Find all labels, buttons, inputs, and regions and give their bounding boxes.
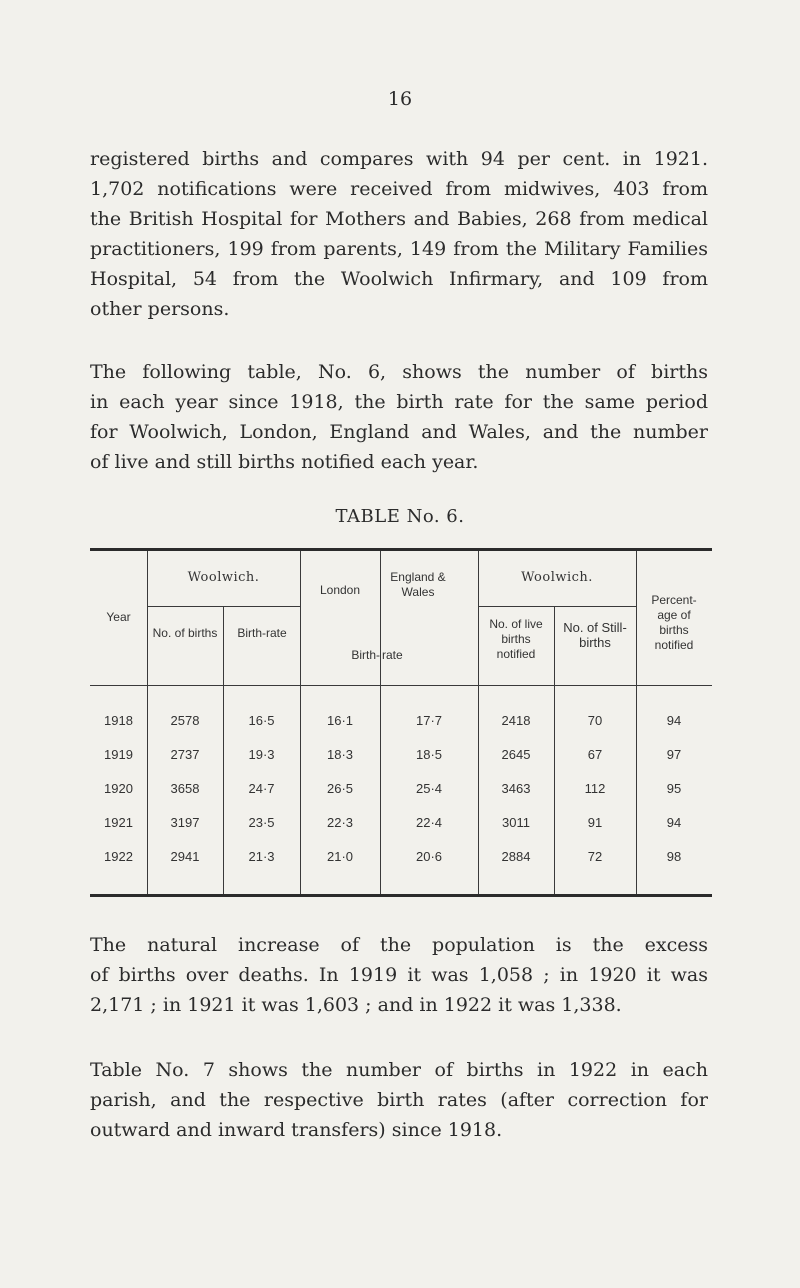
table-row [90,815,712,835]
header-woolwich-group: Woolwich. [187,570,260,585]
cell-percentage: 95 [666,781,682,796]
header-no-of-births: No. of births [152,626,218,640]
cell-year: 1921 [104,815,133,830]
header-rate-label: rate [382,648,403,662]
header-woolwich-group: Woolwich. [521,570,593,585]
cell-percentage: 97 [666,747,682,762]
cell-england-wales-rate: 22·4 [415,815,443,830]
cell-still-births: 67 [587,747,603,762]
paragraph-table-7-intro [90,1055,708,1145]
cell-birth-rate: 19·3 [248,747,275,762]
cell-london-rate: 22·3 [326,815,354,830]
header-percentage-notified: Percent-age of births notified [651,593,697,652]
text-line: practitioners, 199 from parents, 149 from the Military Families [90,238,708,260]
cell-live-births: 3011 [502,815,530,830]
text-line: 1,702 notifications were received from midwives, 403 from [90,178,708,200]
cell-london-rate: 21·0 [326,849,354,864]
cell-birth-rate: 16·5 [248,713,275,728]
cell-births: 3658 [170,781,200,796]
cell-live-births: 3463 [501,781,531,796]
text-line: of births over deaths. In 1919 it was 1,058 ; in 1920 it was [90,964,708,986]
cell-england-wales-rate: 18·5 [415,747,443,762]
cell-london-rate: 18·3 [326,747,354,762]
paragraph-natural-increase [90,930,708,1020]
header-birth-rate: Birth-rate [237,626,287,640]
header-england-wales: England & Wales [390,570,446,599]
text-line: for Woolwich, London, England and Wales, and the number [90,421,708,443]
header-live-births-notified: No. of live births notified [489,617,543,661]
cell-england-wales-rate: 20·6 [415,849,443,864]
cell-still-births: 72 [587,849,603,864]
cell-births: 2578 [170,713,200,728]
cell-england-wales-rate: 17·7 [415,713,443,728]
text-line: parish, and the respective birth rates (after correction for [90,1089,708,1111]
text-line: outward and inward transfers) since 1918. [90,1119,503,1141]
cell-birth-rate: 21·3 [248,849,275,864]
cell-birth-rate: 23·5 [248,815,275,830]
cell-percentage: 94 [666,815,682,830]
text-line: Table No. 7 shows the number of births in 1922 in each [90,1059,708,1081]
cell-still-births: 70 [587,713,603,728]
cell-year: 1919 [104,747,133,762]
header-separator [90,685,712,686]
cell-year: 1918 [104,713,133,728]
cell-still-births: 112 [584,781,606,796]
table-title: TABLE No. 6. [335,506,465,527]
text-line: Hospital, 54 from the Woolwich Infirmary, and 109 from [90,268,708,290]
cell-london-rate: 26·5 [326,781,354,796]
text-line: registered births and compares with 94 per cent. in 1921. [90,148,708,170]
table-row [90,713,712,733]
birth-statistics-table [90,548,712,898]
text-line: The natural increase of the population is the excess [90,934,708,956]
cell-live-births: 2884 [501,849,531,864]
header-london: London [319,583,361,597]
header-birth-label: Birth- [351,648,380,662]
text-line: other persons. [90,298,230,320]
header-still-births: No. of Still-births [563,620,627,650]
cell-percentage: 94 [666,713,682,728]
cell-england-wales-rate: 25·4 [415,781,443,796]
cell-births: 2941 [170,849,200,864]
cell-year: 1922 [104,849,133,864]
table-top-rule [90,548,712,551]
group-rule-woolwich-2 [478,606,636,607]
header-year: Year [106,610,131,624]
table-row [90,781,712,801]
text-line: of live and still births notified each year. [90,451,479,473]
cell-still-births: 91 [587,815,603,830]
text-line: 2,171 ; in 1921 it was 1,603 ; and in 1922 it was 1,338. [90,994,622,1016]
cell-live-births: 2645 [501,747,531,762]
table-bottom-rule [90,894,712,897]
cell-birth-rate: 24·7 [248,781,275,796]
cell-live-births: 2418 [501,713,531,728]
cell-births: 3197 [170,815,200,830]
text-line: the British Hospital for Mothers and Babies, 268 from medical [90,208,708,230]
table-row [90,849,712,869]
cell-births: 2737 [170,747,200,762]
cell-percentage: 98 [666,849,682,864]
paragraph-notifications [90,144,708,324]
table-row [90,747,712,767]
page-number: 16 [387,88,413,110]
text-line: in each year since 1918, the birth rate for the same period [90,391,708,413]
paragraph-table-intro [90,357,708,477]
cell-year: 1920 [104,781,133,796]
cell-london-rate: 16·1 [326,713,354,728]
text-line: The following table, No. 6, shows the number of births [90,361,708,383]
